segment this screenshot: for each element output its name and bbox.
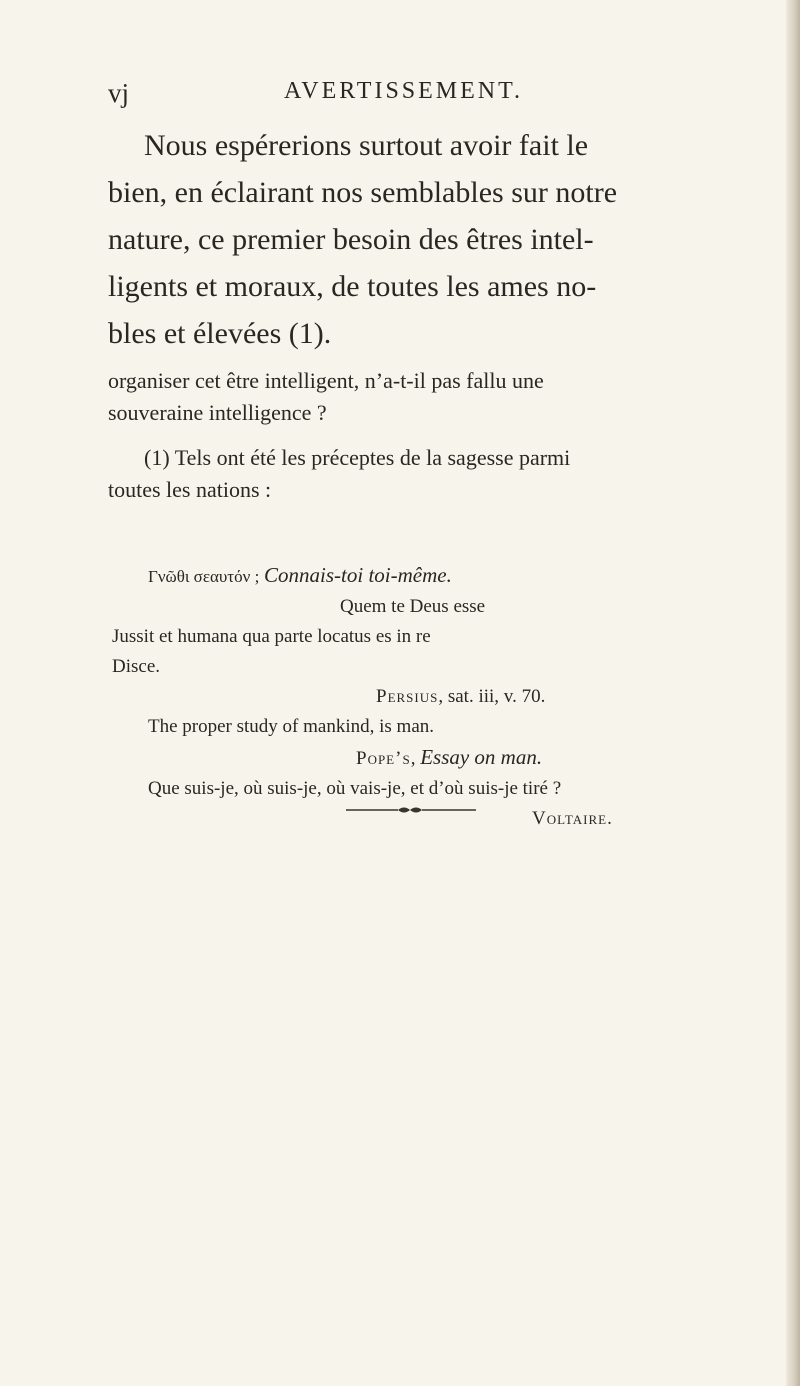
pope-work: Essay on man. [420, 745, 543, 769]
note-line: toutes les nations : [108, 477, 272, 502]
text-line: bles et élevées (1). [108, 317, 332, 350]
voltaire-citation: Voltaire. [532, 808, 613, 829]
main-paragraph [108, 122, 768, 357]
persius-citation [112, 682, 768, 712]
pope-author: Pope’s [356, 748, 411, 769]
pope-citation [112, 742, 768, 774]
text-line: bien, en éclairant nos semblables sur notre [108, 176, 618, 209]
greek-translation: Connais-toi toi-même. [264, 563, 452, 587]
latin-line: Jussit et humana qua parte locatus es in re [112, 626, 431, 647]
pope-separator: , [410, 748, 421, 769]
latin-line: Disce. [112, 656, 161, 677]
text-line: ligents et moraux, de toutes les ames no- [108, 270, 597, 303]
note-line: (1) Tels ont été les préceptes de la sagesse parmi [144, 445, 571, 470]
page-header [108, 78, 748, 118]
quotations-block [112, 560, 768, 834]
latin-line: Quem te Deus esse [340, 596, 486, 617]
french-quote: Que suis-je, où suis-je, où vais-je, et d’où suis-je tiré ? [148, 778, 562, 799]
english-quote: The proper study of mankind, is man. [148, 716, 435, 737]
footnote-continuation [108, 365, 768, 429]
page-number: vj [108, 78, 130, 108]
page-edge [786, 0, 800, 1386]
persius-author: Persius [376, 686, 439, 707]
text-line: nature, ce premier besoin des êtres intel- [108, 223, 594, 256]
note-line: organiser cet être intelligent, n’a-t-il pas fallu une [108, 368, 544, 393]
persius-reference: , sat. iii, v. 70. [438, 686, 546, 707]
note-line: souveraine intelligence ? [108, 400, 327, 425]
greek-quote-line [112, 560, 768, 592]
fleuron-ornament [346, 805, 476, 815]
footnote-1 [108, 442, 768, 506]
text-line: Nous espérerions surtout avoir fait le [144, 129, 589, 162]
greek-quote: Γνῶθι σεαυτόν ; [148, 567, 260, 586]
running-head: AVERTISSEMENT. [284, 78, 524, 104]
